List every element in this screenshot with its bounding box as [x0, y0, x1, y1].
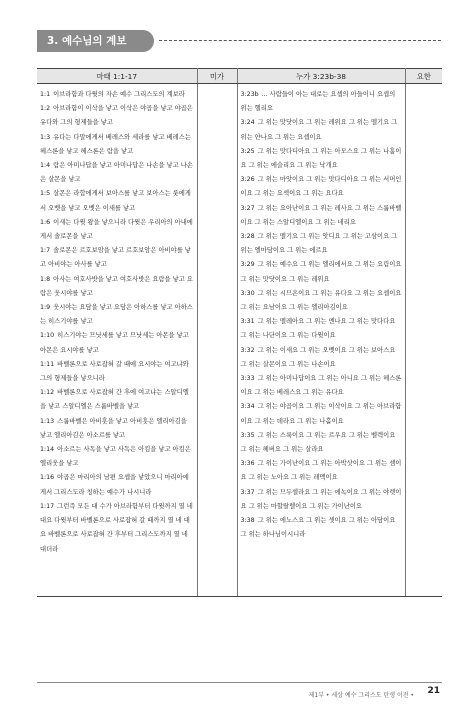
section-divider — [159, 40, 441, 41]
verse-ref: 3:25 — [240, 147, 255, 155]
verse-entry — [40, 443, 194, 471]
verse-ref: 3:32 — [240, 346, 255, 354]
verse-ref: 3:33 — [240, 375, 255, 383]
verse-ref: 3:36 — [240, 460, 255, 468]
footer-rule — [37, 682, 442, 683]
verse-ref: 1:3 — [40, 133, 51, 141]
verse-entry — [241, 457, 402, 485]
verse-entry — [241, 372, 402, 400]
matthew-column — [37, 84, 197, 597]
verse-entry — [40, 244, 194, 272]
verse-text: ... 사람들이 아는 대로는 요셉의 아들이니 요셉의 위는 헬리요 — [240, 91, 396, 113]
verse-entry — [241, 514, 402, 542]
verse-text: 그 위는 므두셀라요 그 위는 에녹이요 그 위는 야렛이요 그 위는 마할랄렐이요 그 위는 가이난이요 — [240, 488, 402, 510]
verse-ref: 3:35 — [240, 431, 255, 439]
verse-ref: 1:1 — [40, 91, 51, 98]
verse-ref: 3:31 — [240, 318, 255, 326]
verse-ref: 1:14 — [40, 446, 55, 454]
verse-text: 그 위는 맛닷이요 그 위는 레위요 그 위는 멜기요 그 위는 얀나요 그 위는 요셉이요 — [240, 119, 398, 141]
verse-entry — [241, 202, 402, 230]
verse-ref: 3:30 — [240, 289, 255, 297]
verse-text: 아사는 여호사밧을 낳고 여호사밧은 요람을 낳고 요람은 웃시야를 낳고 — [40, 275, 193, 297]
verse-ref: 3:26 — [240, 176, 255, 184]
verse-ref: 3:23b — [240, 91, 259, 98]
header-john: 요한 — [405, 69, 442, 84]
page-number: 21 — [427, 686, 440, 696]
verse-entry — [241, 116, 402, 144]
verse-text: 바벨론으로 사로잡혀 갈 때에 요시야는 여고냐와 그의 형제들을 낳으니라 — [40, 360, 189, 383]
verse-ref: 1:6 — [40, 218, 51, 226]
verse-text: 아브라함이 이삭을 낳고 이삭은 야곱을 낳고 야곱은 유다와 그의 형제들을 낳고 — [40, 105, 193, 127]
table-header-row — [37, 69, 442, 84]
header-luke: 누가 3:23b-38 — [237, 69, 405, 84]
verse-text: 솔로몬은 르호보암을 낳고 르호보암은 아비야를 낳고 아비야는 아사를 낳고 — [40, 247, 191, 269]
header-matthew: 마태 1:1-17 — [37, 69, 197, 84]
john-column — [405, 84, 442, 597]
verse-ref: 3:27 — [240, 204, 255, 212]
mark-column — [197, 84, 237, 597]
verse-entry — [241, 287, 402, 315]
verse-entry — [241, 258, 402, 286]
verse-text: 그 위는 예수요 그 위는 엘리에서요 그 위는 요림이요 그 위는 맛닷이요 그 위는 레위요 — [240, 261, 402, 283]
verse-text: 스룹바벨은 아비훗을 낳고 아비훗은 엘리아김을 낳고 엘리아김은 아소르를 낳고 — [40, 417, 187, 439]
verse-entry — [40, 415, 194, 443]
verse-text: 그 위는 가이난이요 그 위는 아박삿이요 그 위는 셈이요 그 위는 노아요 그 위는 레멕이요 — [240, 460, 402, 482]
verse-entry — [40, 88, 194, 102]
verse-text: 그 위는 이새요 그 위는 오벳이요 그 위는 보아스요 그 위는 살몬이요 그 위는 나손이요 — [240, 346, 396, 368]
verse-ref: 1:11 — [40, 360, 55, 368]
verse-ref: 1:10 — [40, 332, 55, 340]
section-header — [37, 30, 441, 52]
verse-ref: 1:12 — [40, 389, 55, 397]
verse-text: 그 위는 요아난이요 그 위는 레사요 그 위는 스룹바벨이요 그 위는 스알디엘이요 그 위는 네리요 — [240, 204, 402, 226]
verse-entry — [241, 315, 402, 343]
verse-entry — [40, 386, 194, 414]
verse-text: 웃시야는 요담을 낳고 요담은 아하스를 낳고 아하스는 히스기야를 낳고 — [40, 304, 193, 326]
verse-ref: 1:17 — [40, 502, 55, 510]
verse-text: 그 위는 시므온이요 그 위는 유다요 그 위는 요셉이요 그 위는 요남이요 그 위는 엘리아김이요 — [240, 289, 402, 312]
verse-text: 히스기야는 므낫세를 낳고 므낫세는 아몬을 낳고 아몬은 요시야를 낳고 — [40, 332, 189, 354]
verse-entry — [40, 329, 194, 357]
verse-text: 바벨론으로 사로잡혀 간 후에 여고냐는 스알디엘을 낳고 스알디엘은 스룹바벨을 낳고 — [40, 389, 189, 411]
verse-entry — [241, 344, 402, 372]
verse-text: 람은 아미나답을 낳고 아미나답은 나손을 낳고 나손은 살몬을 낳고 — [40, 162, 193, 184]
verse-text: 아소르는 사독을 낳고 사독은 아킴을 낳고 아킴은 엘리웃을 낳고 — [40, 446, 191, 468]
verse-ref: 1:2 — [40, 105, 51, 113]
verse-ref: 3:28 — [240, 233, 255, 241]
section-title: 3. 예수님의 계보 — [37, 30, 154, 52]
verse-entry — [40, 358, 194, 386]
verse-entry — [241, 429, 402, 457]
genealogy-table — [37, 68, 442, 597]
verse-entry — [241, 230, 402, 258]
verse-entry — [40, 131, 194, 159]
verse-entry — [40, 471, 194, 499]
verse-text: 그 위는 야곱이요 그 위는 이삭이요 그 위는 아브라함이요 그 위는 데라요 그 위는 나홀이요 — [240, 403, 402, 425]
verse-ref: 3:29 — [240, 261, 255, 269]
verse-ref: 1:9 — [40, 304, 51, 312]
verse-text: 그 위는 멜기요 그 위는 앗디요 그 위는 고삼이요 그 위는 엘마담이요 그 위는 에르요 — [240, 233, 398, 255]
verse-text: 야곱은 마리아의 남편 요셉을 낳았으니 마리아에게서 그리스도라 칭하는 예수가 나시니라 — [40, 474, 189, 496]
verse-entry — [241, 173, 402, 201]
verse-entry — [40, 216, 194, 244]
verse-text: 이브라함과 다윗의 자손 예수 그리스도의 계보라 — [53, 91, 185, 98]
verse-ref: 1:13 — [40, 417, 55, 425]
verse-text: 유다는 다말에게서 베레스와 세라를 낳고 베레스는 헤스론을 낳고 헤스론은 람을 낳고 — [40, 133, 191, 155]
verse-entry — [40, 273, 194, 301]
verse-entry — [40, 500, 194, 557]
verse-entry — [241, 88, 402, 116]
verse-entry — [40, 102, 194, 130]
verse-ref: 3:24 — [240, 119, 255, 127]
verse-text: 그런즉 모든 대 수가 아브라함부터 다윗까지 열 네 대요 다윗부터 바벨론으로 사로잡혀 갈 때까지 열 네 대요 바벨론으로 사로잡혀 간 후부터 그리스도까지 열 네 대더라 — [40, 502, 193, 553]
luke-column — [237, 84, 405, 597]
verse-ref: 1:7 — [40, 247, 51, 255]
verse-text: 그 위는 맛다디아요 그 위는 아모스요 그 위는 나훔이요 그 위는 에슬리요 그 위는 낙개요 — [240, 147, 402, 170]
verse-ref: 3:37 — [240, 488, 255, 496]
verse-text: 그 위는 아미나답이요 그 위는 아니요 그 위는 헤스론이요 그 위는 베레스요 그 위는 유다요 — [240, 375, 402, 397]
verse-ref: 3:34 — [240, 403, 255, 411]
verse-text: 그 위는 스룩이요 그 위는 르우요 그 위는 벨렉이요 그 위는 헤버요 그 위는 살라요 — [240, 431, 396, 454]
header-mark: 미가 — [197, 69, 237, 84]
verse-entry — [241, 486, 402, 514]
verse-text: 살몬은 라합에게서 보아스를 낳고 보아스는 룻에게서 오벳을 낳고 오벳은 이새를 낳고 — [40, 190, 191, 212]
verse-entry — [40, 301, 194, 329]
table-row — [37, 84, 442, 597]
verse-ref: 1:8 — [40, 275, 51, 283]
verse-text: 그 위는 마앗이요 그 위는 맛다디아요 그 위는 서머인이요 그 위는 요섹이요 그 위는 요다요 — [240, 176, 402, 198]
verse-text: 그 위는 에노스요 그 위는 셋이요 그 위는 아담이요 그 위는 하나님이시니라 — [240, 517, 396, 539]
verse-text: 이새는 다윗 왕을 낳으니라 다윗은 우리아의 아내에게서 솔로몬을 낳고 — [40, 218, 193, 241]
verse-ref: 1:16 — [40, 474, 55, 482]
verse-entry — [241, 145, 402, 173]
verse-ref: 3:38 — [240, 517, 255, 525]
verse-entry — [40, 159, 194, 187]
verse-ref: 1:4 — [40, 162, 51, 170]
verse-entry — [40, 187, 194, 215]
verse-text: 그 위는 멜레아요 그 위는 멘나요 그 위는 맛다다요 그 위는 나단이요 그 위는 다윗이요 — [240, 318, 396, 340]
footer-chapter: 제1부 • 세상 예수 그리스도 탄생 이전 • — [308, 692, 414, 699]
verse-ref: 1:5 — [40, 190, 51, 198]
verse-entry — [241, 400, 402, 428]
